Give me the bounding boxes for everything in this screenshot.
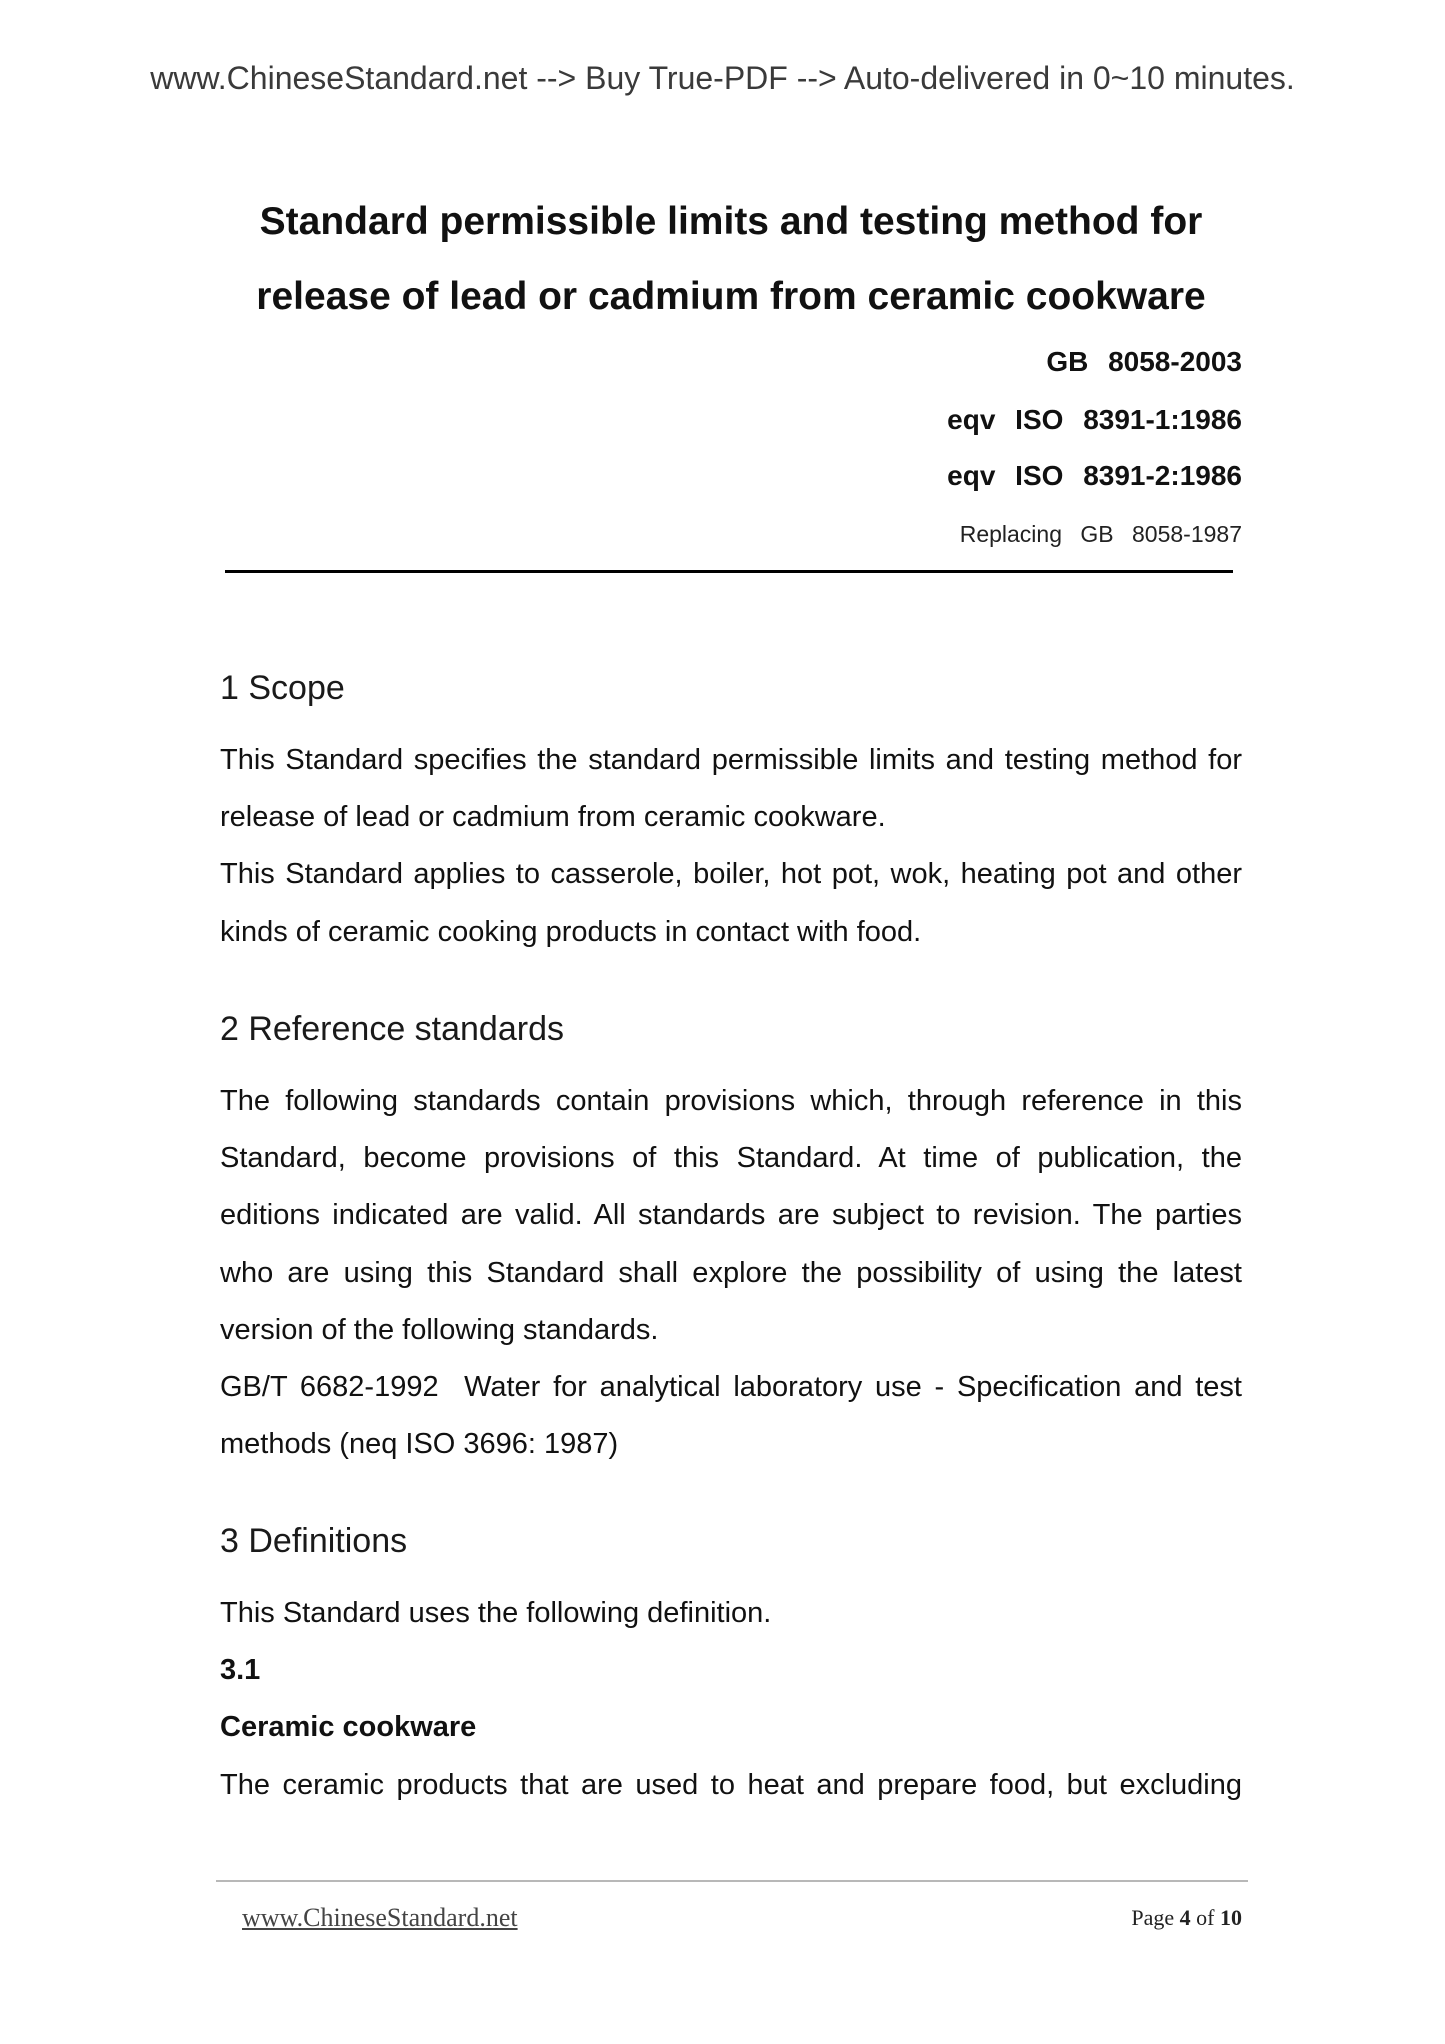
text-line: This Standard specifies the standard permissible limits and testing method for [220,744,1242,776]
total-page-count: 10 [1220,1905,1242,1930]
text-line: who are using this Standard shall explore the possibility of using the latest [220,1256,1242,1289]
document-title-line-1: Standard permissible limits and testing method for [259,200,1203,243]
defined-term: Ceramic cookware [220,1711,477,1744]
equivalent-standard-1: eqv ISO 8391-1:1986 [947,404,1242,435]
section-heading-scope: 1 Scope [220,669,345,707]
reference-entry-line: GB/T 6682-1992 Water for analytical laboratory use - Specification and test [220,1371,1242,1404]
text-line: Standard, become provisions of this Standard. At time of publication, the [220,1142,1242,1175]
standard-number: GB 8058-2003 [1046,346,1242,377]
document-title-line-2: release of lead or cadmium from ceramic cookware [256,275,1206,318]
section-body-definitions [220,1585,1242,1814]
text-line: release of lead or cadmium from ceramic cookware. [220,801,886,834]
page-of-label: of [1196,1905,1215,1930]
section-body-scope [220,732,1242,961]
footer-site-link[interactable]: www.ChineseStandard.net [242,1903,518,1932]
replacing-standard: Replacing GB 8058-1987 [959,521,1242,547]
text-line: The following standards contain provisions which, through reference in this [220,1085,1242,1117]
text-line: This Standard applies to casserole, boiler, hot pot, wok, heating pot and other [220,858,1242,891]
footer-divider [216,1880,1248,1882]
text-line: version of the following standards. [220,1313,659,1346]
text-line: This Standard uses the following definition. [220,1597,772,1629]
current-page-number: 4 [1179,1905,1191,1930]
section-heading-reference-standards: 2 Reference standards [220,1010,564,1048]
page-indicator [1131,1901,1242,1935]
top-banner: www.ChineseStandard.net --> Buy True-PDF --> Auto-delivered in 0~10 minutes. [150,60,1295,96]
section-body-reference-standards [220,1073,1242,1473]
section-heading-definitions: 3 Definitions [220,1522,408,1560]
reference-entry-line: methods (neq ISO 3696: 1987) [220,1428,619,1461]
header-divider [225,570,1233,573]
text-line: kinds of ceramic cooking products in contact with food. [220,915,922,948]
page-label: Page [1131,1905,1175,1930]
clause-number: 3.1 [220,1654,261,1687]
text-line: The ceramic products that are used to heat and prepare food, but excluding [220,1768,1242,1801]
text-line: editions indicated are valid. All standards are subject to revision. The parties [220,1199,1242,1232]
equivalent-standard-2: eqv ISO 8391-2:1986 [947,460,1242,491]
